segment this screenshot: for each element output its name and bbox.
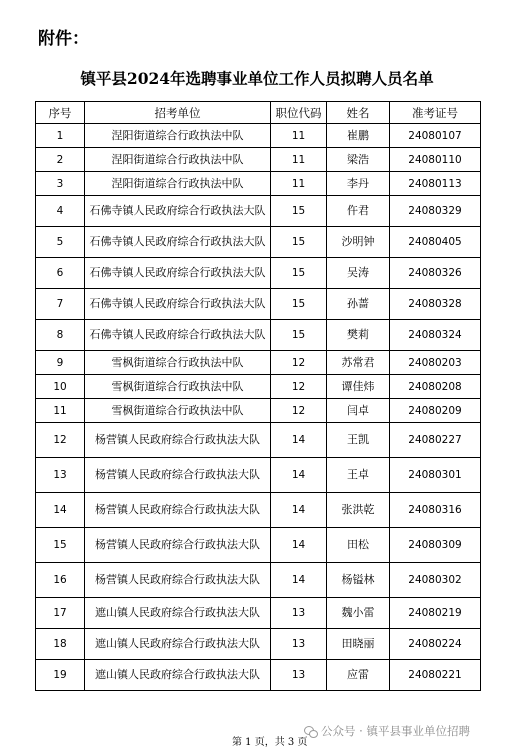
cell-exam-number: 24080203 xyxy=(390,351,481,375)
cell-unit: 涅阳街道综合行政执法中队 xyxy=(85,124,271,148)
cell-unit: 杨营镇人民政府综合行政执法大队 xyxy=(85,458,271,493)
cell-exam-number: 24080302 xyxy=(390,563,481,598)
cell-exam-number: 24080316 xyxy=(390,493,481,528)
cell-unit: 石佛寺镇人民政府综合行政执法大队 xyxy=(85,289,271,320)
cell-name: 王凯 xyxy=(327,423,390,458)
cell-exam-number: 24080309 xyxy=(390,528,481,563)
cell-name: 仵君 xyxy=(327,196,390,227)
table-header-row xyxy=(36,102,481,124)
cell-name: 苏常君 xyxy=(327,351,390,375)
cell-name: 田松 xyxy=(327,528,390,563)
table-row xyxy=(36,563,481,598)
cell-position-code: 15 xyxy=(271,258,327,289)
cell-position-code: 15 xyxy=(271,196,327,227)
cell-unit: 石佛寺镇人民政府综合行政执法大队 xyxy=(85,196,271,227)
cell-seq: 19 xyxy=(36,660,85,691)
header-seq: 序号 xyxy=(36,102,85,124)
cell-exam-number: 24080329 xyxy=(390,196,481,227)
watermark xyxy=(304,723,470,739)
cell-seq: 16 xyxy=(36,563,85,598)
header-exam-number: 准考证号 xyxy=(390,102,481,124)
cell-exam-number: 24080208 xyxy=(390,375,481,399)
cell-name: 闫卓 xyxy=(327,399,390,423)
cell-position-code: 15 xyxy=(271,320,327,351)
cell-position-code: 14 xyxy=(271,563,327,598)
cell-position-code: 11 xyxy=(271,124,327,148)
table-row xyxy=(36,423,481,458)
cell-seq: 18 xyxy=(36,629,85,660)
cell-exam-number: 24080227 xyxy=(390,423,481,458)
cell-exam-number: 24080110 xyxy=(390,148,481,172)
table-row xyxy=(36,227,481,258)
cell-seq: 12 xyxy=(36,423,85,458)
cell-exam-number: 24080224 xyxy=(390,629,481,660)
cell-unit: 遮山镇人民政府综合行政执法大队 xyxy=(85,629,271,660)
table-row xyxy=(36,399,481,423)
table-row xyxy=(36,351,481,375)
cell-seq: 17 xyxy=(36,598,85,629)
cell-exam-number: 24080405 xyxy=(390,227,481,258)
table-row xyxy=(36,172,481,196)
cell-name: 樊莉 xyxy=(327,320,390,351)
cell-position-code: 14 xyxy=(271,528,327,563)
cell-exam-number: 24080219 xyxy=(390,598,481,629)
cell-position-code: 14 xyxy=(271,423,327,458)
cell-name: 崔鹏 xyxy=(327,124,390,148)
table-row xyxy=(36,148,481,172)
cell-position-code: 11 xyxy=(271,148,327,172)
cell-unit: 石佛寺镇人民政府综合行政执法大队 xyxy=(85,258,271,289)
cell-seq: 11 xyxy=(36,399,85,423)
header-position-code: 职位代码 xyxy=(271,102,327,124)
cell-seq: 9 xyxy=(36,351,85,375)
cell-name: 李丹 xyxy=(327,172,390,196)
cell-seq: 10 xyxy=(36,375,85,399)
cell-unit: 石佛寺镇人民政府综合行政执法大队 xyxy=(85,227,271,258)
table-row xyxy=(36,458,481,493)
cell-unit: 雪枫街道综合行政执法中队 xyxy=(85,399,271,423)
table-row xyxy=(36,124,481,148)
cell-exam-number: 24080328 xyxy=(390,289,481,320)
cell-exam-number: 24080324 xyxy=(390,320,481,351)
cell-unit: 杨营镇人民政府综合行政执法大队 xyxy=(85,563,271,598)
document-title: 镇平县2024年选聘事业单位工作人员拟聘人员名单 xyxy=(80,69,434,88)
cell-position-code: 12 xyxy=(271,399,327,423)
cell-unit: 杨营镇人民政府综合行政执法大队 xyxy=(85,423,271,458)
cell-name: 杨镒林 xyxy=(327,563,390,598)
cell-exam-number: 24080326 xyxy=(390,258,481,289)
cell-exam-number: 24080221 xyxy=(390,660,481,691)
cell-position-code: 14 xyxy=(271,458,327,493)
page-number: 第 1 页，共 3 页 xyxy=(232,737,308,748)
cell-exam-number: 24080209 xyxy=(390,399,481,423)
cell-unit: 杨营镇人民政府综合行政执法大队 xyxy=(85,493,271,528)
cell-position-code: 14 xyxy=(271,493,327,528)
table-row xyxy=(36,320,481,351)
candidate-table xyxy=(35,101,481,691)
table-row xyxy=(36,629,481,660)
cell-seq: 6 xyxy=(36,258,85,289)
table-row xyxy=(36,196,481,227)
cell-position-code: 15 xyxy=(271,289,327,320)
cell-seq: 15 xyxy=(36,528,85,563)
table-row xyxy=(36,528,481,563)
attachment-label: 附件： xyxy=(38,29,89,49)
cell-name: 吴涛 xyxy=(327,258,390,289)
cell-unit: 杨营镇人民政府综合行政执法大队 xyxy=(85,528,271,563)
table-row xyxy=(36,375,481,399)
cell-name: 王卓 xyxy=(327,458,390,493)
cell-position-code: 11 xyxy=(271,172,327,196)
header-unit: 招考单位 xyxy=(85,102,271,124)
cell-unit: 雪枫街道综合行政执法中队 xyxy=(85,351,271,375)
cell-name: 魏小雷 xyxy=(327,598,390,629)
table-row xyxy=(36,289,481,320)
cell-unit: 涅阳街道综合行政执法中队 xyxy=(85,172,271,196)
cell-name: 谭佳炜 xyxy=(327,375,390,399)
cell-exam-number: 24080113 xyxy=(390,172,481,196)
cell-name: 田晓丽 xyxy=(327,629,390,660)
cell-unit: 遮山镇人民政府综合行政执法大队 xyxy=(85,660,271,691)
cell-seq: 4 xyxy=(36,196,85,227)
cell-name: 张洪乾 xyxy=(327,493,390,528)
cell-unit: 石佛寺镇人民政府综合行政执法大队 xyxy=(85,320,271,351)
cell-unit: 遮山镇人民政府综合行政执法大队 xyxy=(85,598,271,629)
cell-seq: 7 xyxy=(36,289,85,320)
cell-name: 孙蔷 xyxy=(327,289,390,320)
cell-seq: 2 xyxy=(36,148,85,172)
cell-seq: 8 xyxy=(36,320,85,351)
cell-name: 梁浩 xyxy=(327,148,390,172)
table-row xyxy=(36,493,481,528)
cell-name: 沙明钟 xyxy=(327,227,390,258)
cell-position-code: 13 xyxy=(271,598,327,629)
cell-position-code: 13 xyxy=(271,660,327,691)
cell-seq: 13 xyxy=(36,458,85,493)
cell-seq: 3 xyxy=(36,172,85,196)
table-row xyxy=(36,258,481,289)
header-name: 姓名 xyxy=(327,102,390,124)
cell-unit: 涅阳街道综合行政执法中队 xyxy=(85,148,271,172)
cell-name: 应雷 xyxy=(327,660,390,691)
cell-position-code: 15 xyxy=(271,227,327,258)
cell-position-code: 12 xyxy=(271,375,327,399)
cell-seq: 5 xyxy=(36,227,85,258)
cell-position-code: 13 xyxy=(271,629,327,660)
cell-position-code: 12 xyxy=(271,351,327,375)
table-row xyxy=(36,598,481,629)
cell-seq: 1 xyxy=(36,124,85,148)
cell-exam-number: 24080107 xyxy=(390,124,481,148)
cell-seq: 14 xyxy=(36,493,85,528)
table-row xyxy=(36,660,481,691)
watermark-text: 公众号 · 镇平县事业单位招聘 xyxy=(321,724,470,738)
cell-unit: 雪枫街道综合行政执法中队 xyxy=(85,375,271,399)
cell-exam-number: 24080301 xyxy=(390,458,481,493)
